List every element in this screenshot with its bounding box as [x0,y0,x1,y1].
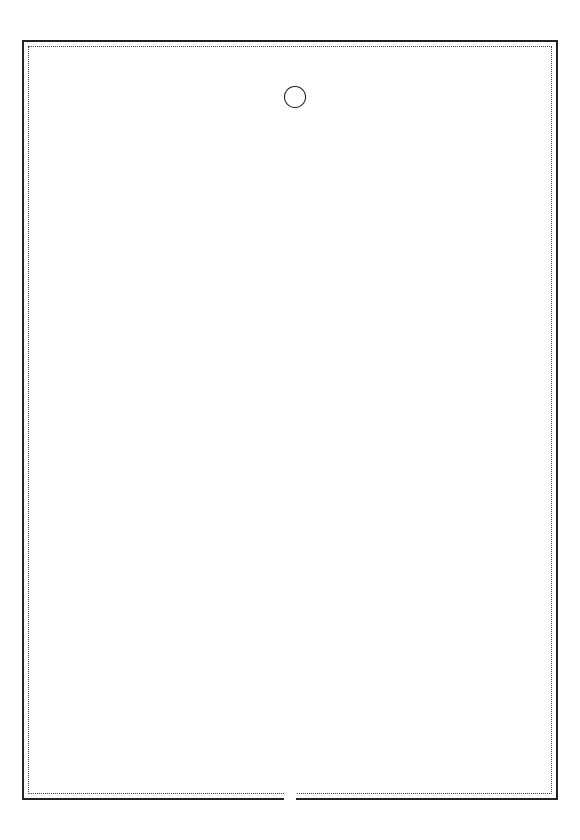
page-border-inner [28,46,552,794]
section-number [284,86,306,108]
page-content [38,72,542,152]
section-title-line [38,82,542,112]
page-number-line [0,792,580,807]
section-subtitle [38,126,542,152]
page-number [284,792,296,807]
